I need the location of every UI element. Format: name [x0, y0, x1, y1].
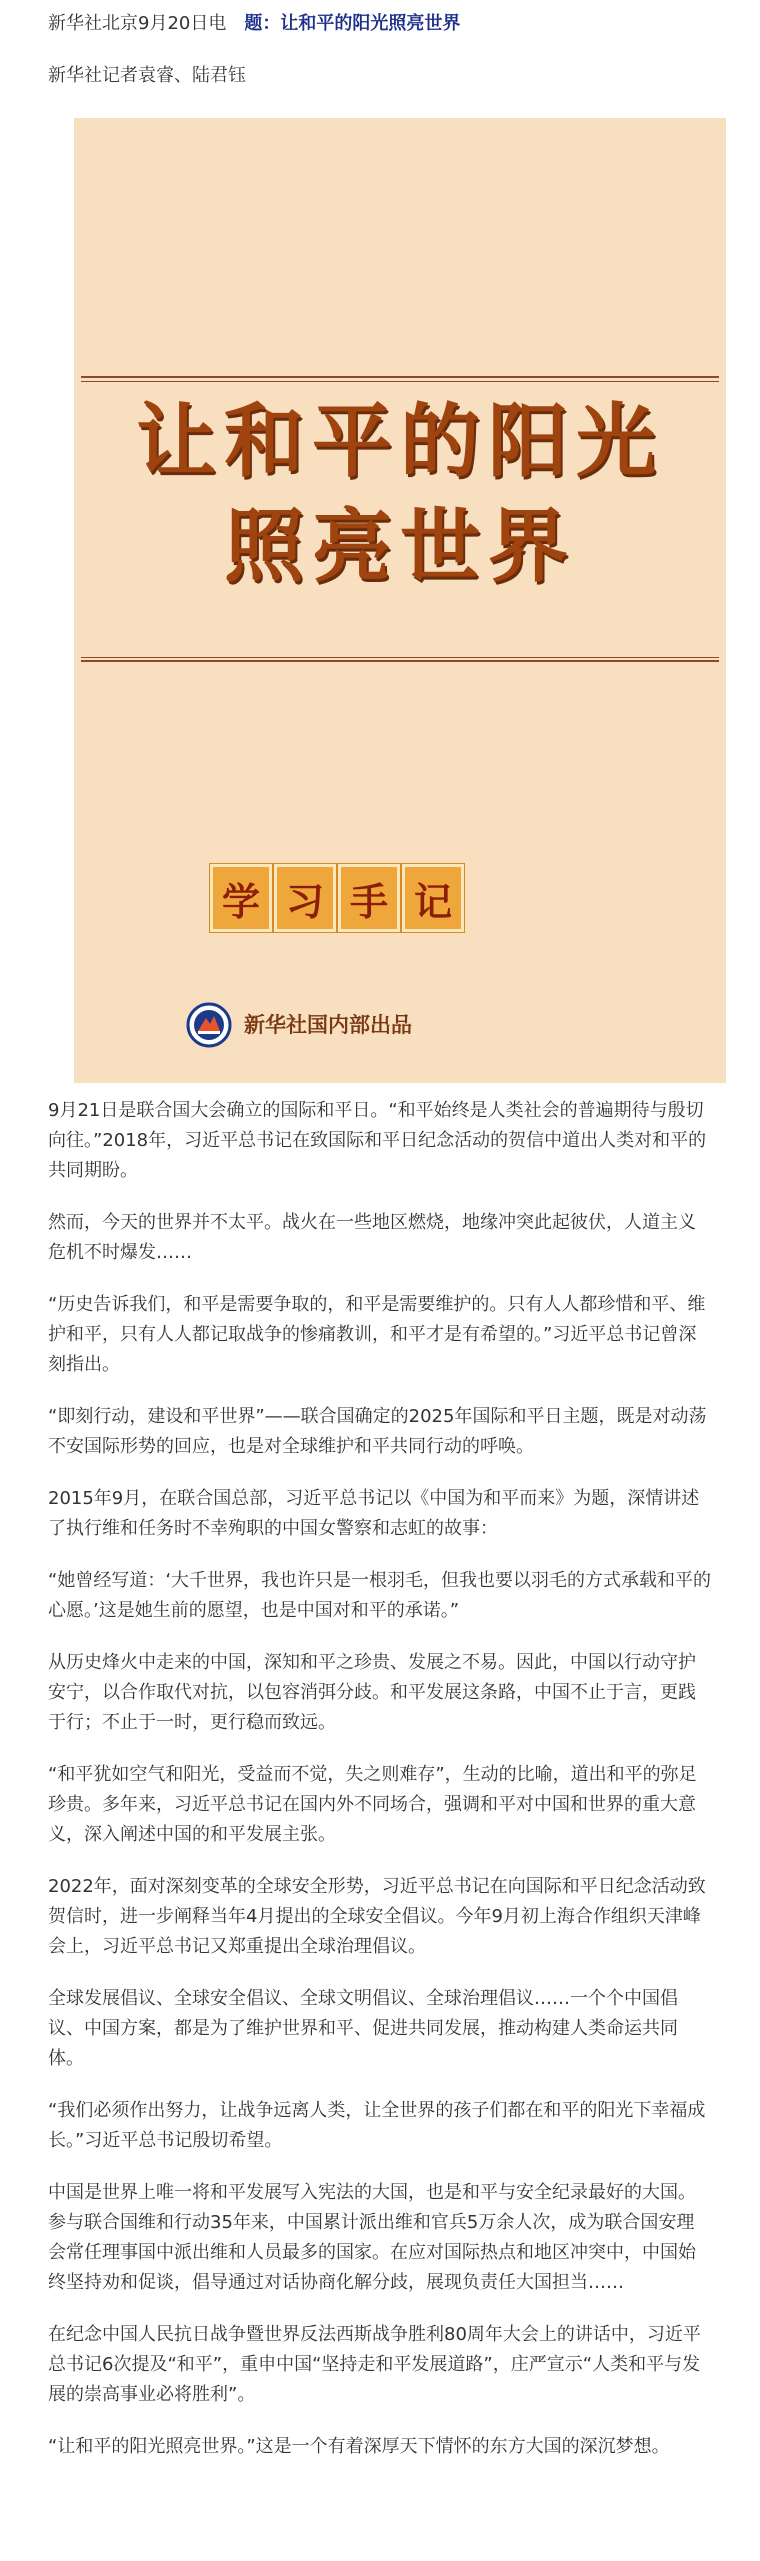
- article-paragraph: “即刻行动，建设和平世界”——联合国确定的2025年国际和平日主题，既是对动荡不安国际形势的回应，也是对全球维护和平共同行动的呼唤。: [48, 1406, 707, 1457]
- xinhua-logo-icon: [186, 1002, 232, 1048]
- article-paragraph: “她曾经写道：‘大千世界，我也许只是一根羽毛，但我也要以羽毛的方式承载和平的心愿。’这是她生前的愿望，也是中国对和平的承诺。”: [48, 1570, 712, 1621]
- article-title: 题：让和平的阳光照亮世界: [244, 13, 461, 34]
- article-paragraph: “和平犹如空气和阳光，受益而不觉，失之则难存”，生动的比喻，道出和平的弥足珍贵。多年来，习近平总书记在国内外不同场合，强调和平对中国和世界的重大意义，深入阐述中国的和平发展主张。: [48, 1764, 697, 1845]
- article-paragraph: 2022年，面对深刻变革的全球安全形势，习近平总书记在向国际和平日纪念活动致贺信时，进一步阐释当年4月提出的全球安全倡议。今年9月初上海合作组织天津峰会上，习近平总书记又郑重提出全球治理倡议。: [48, 1876, 706, 1957]
- article-paragraph: “让和平的阳光照亮世界。”这是一个有着深厚天下情怀的东方大国的深沉梦想。: [48, 2436, 670, 2457]
- poster-title-line2: 照亮世界: [224, 499, 576, 593]
- dateline-text: 新华社北京9月20日电: [48, 13, 227, 34]
- article-paragraph: 然而，今天的世界并不太平。战火在一些地区燃烧，地缘冲突此起彼伏，人道主义危机不时爆发……: [48, 1212, 696, 1263]
- article-paragraph: 从历史烽火中走来的中国，深知和平之珍贵、发展之不易。因此，中国以行动守护安宁，以合作取代对抗，以包容消弭分歧。和平发展这条路，中国不止于言，更践于行；不止于一时，更行稳而致远。: [48, 1652, 696, 1733]
- poster-top-rule: [81, 376, 719, 378]
- dateline: [48, 10, 460, 38]
- article-body: [48, 1096, 712, 2484]
- stamp-char-2: 习: [274, 864, 336, 932]
- poster-top-rule-thin: [81, 381, 719, 382]
- poster-bottom-rule-thin: [81, 657, 719, 658]
- poster-image: [74, 118, 726, 1083]
- article-paragraph: “我们必须作出努力，让战争远离人类，让全世界的孩子们都在和平的阳光下幸福成长。”习近平总书记殷切希望。: [48, 2100, 706, 2151]
- reporters-byline: 新华社记者袁睿、陆君钰: [48, 65, 246, 86]
- article-paragraph: “历史告诉我们，和平是需要争取的，和平是需要维护的。只有人人都珍惜和平、维护和平，只有人人都记取战争的惨痛教训，和平才是有希望的。”习近平总书记曾深刻指出。: [48, 1294, 706, 1375]
- stamp-char-3: 手: [338, 864, 400, 932]
- article-paragraph: 全球发展倡议、全球安全倡议、全球文明倡议、全球治理倡议……一个个中国倡议、中国方案，都是为了维护世界和平、促进共同发展，推动构建人类命运共同体。: [48, 1988, 678, 2069]
- poster-title-line1: 让和平的阳光: [136, 394, 664, 488]
- article-paragraph: 2015年9月，在联合国总部，习近平总书记以《中国为和平而来》为题，深情讲述了执行维和任务时不幸殉职的中国女警察和志虹的故事：: [48, 1488, 700, 1539]
- stamp-char-4: 记: [402, 864, 464, 932]
- article-paragraph: 在纪念中国人民抗日战争暨世界反法西斯战争胜利80周年大会上的讲话中，习近平总书记6次提及“和平”，重申中国“坚持走和平发展道路”，庄严宣示“人类和平与发展的崇高事业必将胜利”。: [48, 2324, 701, 2405]
- poster-brand: 新华社国内部出品: [244, 1013, 412, 1037]
- stamp-char-1: 学: [210, 864, 272, 932]
- article-paragraph: 9月21日是联合国大会确立的国际和平日。“和平始终是人类社会的普遍期待与殷切向往。”2018年，习近平总书记在致国际和平日纪念活动的贺信中道出人类对和平的共同期盼。: [48, 1100, 707, 1181]
- poster-bottom-rule: [81, 660, 719, 662]
- article-paragraph: 中国是世界上唯一将和平发展写入宪法的大国，也是和平与安全纪录最好的大国。参与联合国维和行动35年来，中国累计派出维和官兵5万余人次，成为联合国安理会常任理事国中派出维和人员最多的国家。在应对国际热点和地区冲突中，中国始终坚持劝和促谈，倡导通过对话协商化解分歧，展现负责任大国担当……: [48, 2182, 696, 2293]
